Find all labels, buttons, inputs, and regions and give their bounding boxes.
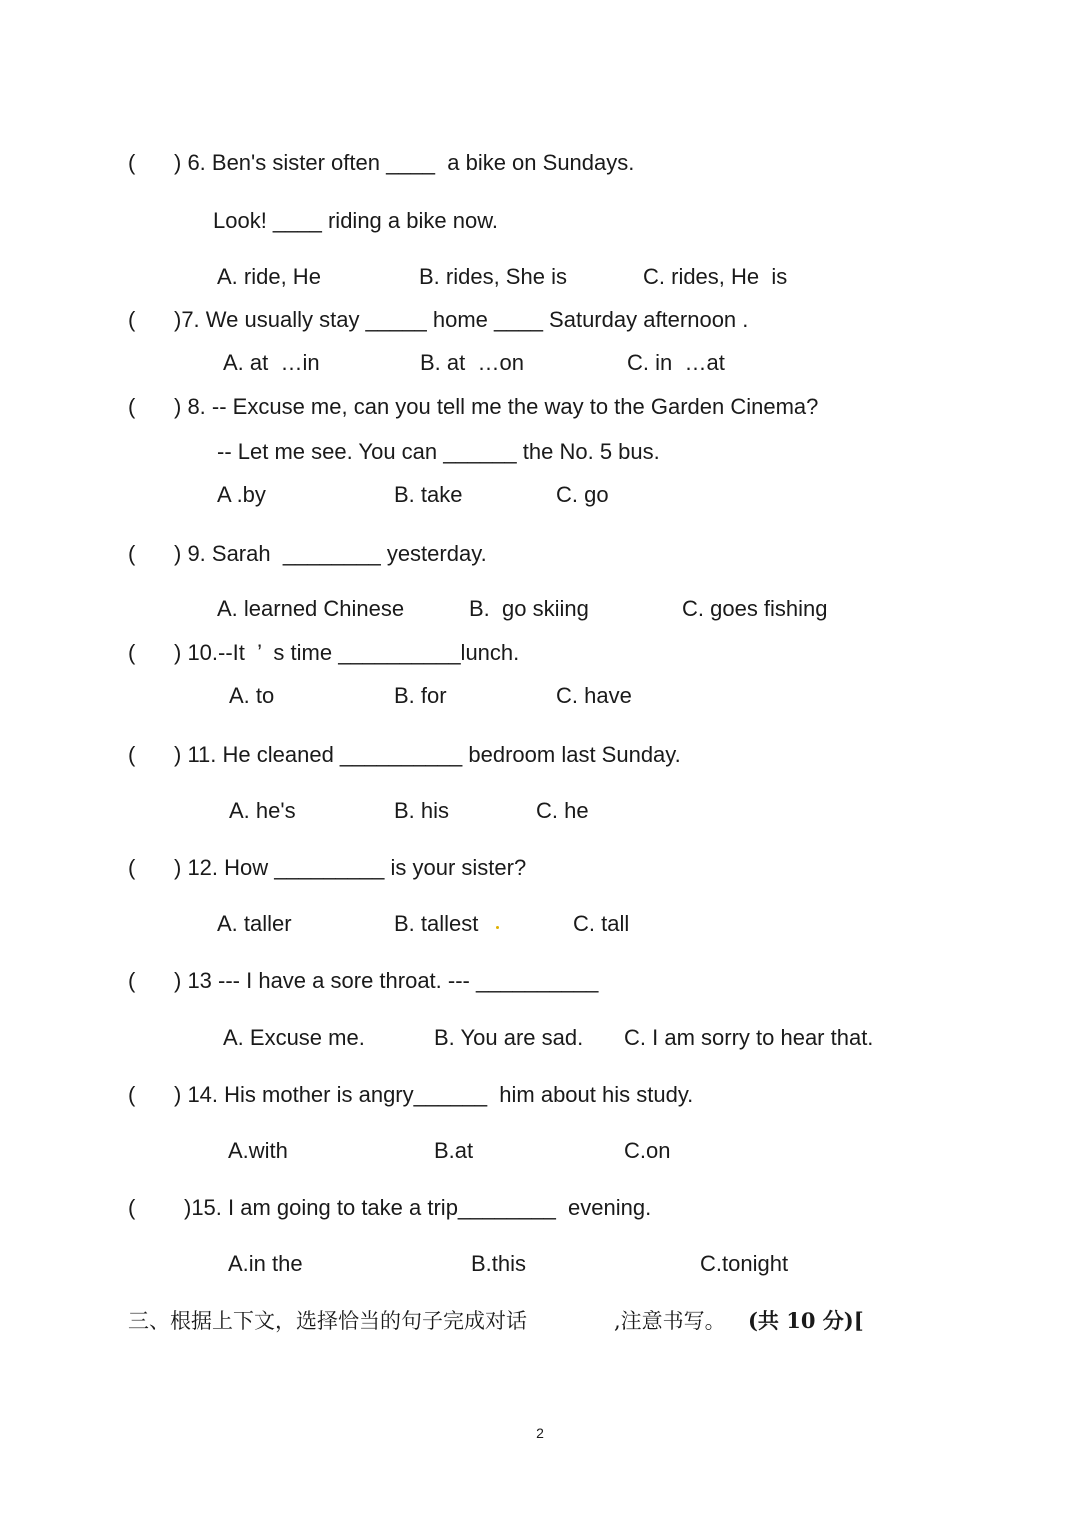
section-3-heading: 三、根据上下文，选择恰当的句子完成对话: [128, 1309, 527, 1333]
question-12-text: ) 12. How _________ is your sister?: [174, 855, 527, 880]
question-11-option-a: A. he's: [229, 798, 296, 823]
question-8-text-line2: -- Let me see. You can ______ the No. 5 bus.: [217, 439, 660, 464]
answer-paren: (: [128, 541, 136, 566]
question-13-option-b: B. You are sad.: [434, 1025, 584, 1050]
question-13-option-a: A. Excuse me.: [223, 1025, 365, 1050]
question-8-option-b: B. take: [394, 482, 463, 507]
answer-paren: (: [128, 307, 136, 332]
question-7-option-c: C. in …at: [627, 350, 725, 375]
question-14-option-c: C.on: [624, 1138, 671, 1163]
answer-paren: (: [128, 150, 136, 175]
answer-paren: (: [128, 1195, 136, 1220]
question-12-option-b: B. tallest: [394, 911, 479, 936]
answer-paren: (: [128, 968, 136, 993]
question-7-text: )7. We usually stay _____ home ____ Saturday afternoon .: [174, 307, 749, 332]
question-11-option-c: C. he: [536, 798, 589, 823]
answer-paren: (: [128, 855, 136, 880]
question-9-option-b: B. go skiing: [469, 596, 589, 621]
answer-paren: (: [128, 1082, 136, 1107]
question-14-option-b: B.at: [434, 1138, 474, 1163]
question-15-option-a: A.in the: [228, 1251, 303, 1276]
question-10-option-a: A. to: [229, 683, 275, 708]
question-15-option-c: C.tonight: [700, 1251, 789, 1276]
question-13-text: ) 13 --- I have a sore throat. --- __________: [174, 968, 599, 993]
question-12-option-c: C. tall: [573, 911, 630, 936]
question-8-text: ) 8. -- Excuse me, can you tell me the way to the Garden Cinema?: [174, 394, 819, 419]
question-10-option-b: B. for: [394, 683, 447, 708]
question-9-text: ) 9. Sarah ________ yesterday.: [174, 541, 487, 566]
section-3-note: ,注意书写。: [614, 1309, 726, 1333]
question-6-text-line2: Look! ____ riding a bike now.: [213, 208, 498, 233]
answer-paren: (: [128, 394, 136, 419]
section-3-score: (共 10 分)[: [748, 1308, 864, 1333]
answer-paren: (: [128, 742, 136, 767]
question-6-option-a: A. ride, He: [217, 264, 321, 289]
page-number: 2: [536, 1425, 544, 1441]
question-7-option-b: B. at …on: [420, 350, 524, 375]
question-11-option-b: B. his: [394, 798, 450, 823]
ink-speck: [496, 926, 499, 929]
question-7-option-a: A. at …in: [223, 350, 320, 375]
question-8-option-c: C. go: [556, 482, 609, 507]
question-11-text: ) 11. He cleaned __________ bedroom last Sunday.: [174, 742, 681, 767]
answer-paren: (: [128, 640, 136, 665]
question-14-option-a: A.with: [228, 1138, 288, 1163]
question-6-option-b: B. rides, She is: [419, 264, 567, 289]
question-10-option-c: C. have: [556, 683, 632, 708]
question-6-option-c: C. rides, He is: [643, 264, 788, 289]
question-13-option-c: C. I am sorry to hear that.: [624, 1025, 874, 1050]
question-15-option-b: B.this: [471, 1251, 527, 1276]
question-9-option-a: A. learned Chinese: [217, 596, 405, 621]
question-10-text: ) 10.--It ’ s time __________lunch.: [174, 640, 520, 665]
question-8-option-a: A .by: [217, 482, 266, 507]
question-15-text: )15. I am going to take a trip________ evening.: [184, 1195, 652, 1220]
question-9-option-c: C. goes fishing: [682, 596, 828, 621]
question-6-text: ) 6. Ben's sister often ____ a bike on Sundays.: [174, 150, 635, 175]
question-14-text: ) 14. His mother is angry______ him about his study.: [174, 1082, 694, 1107]
question-12-option-a: A. taller: [217, 911, 292, 936]
